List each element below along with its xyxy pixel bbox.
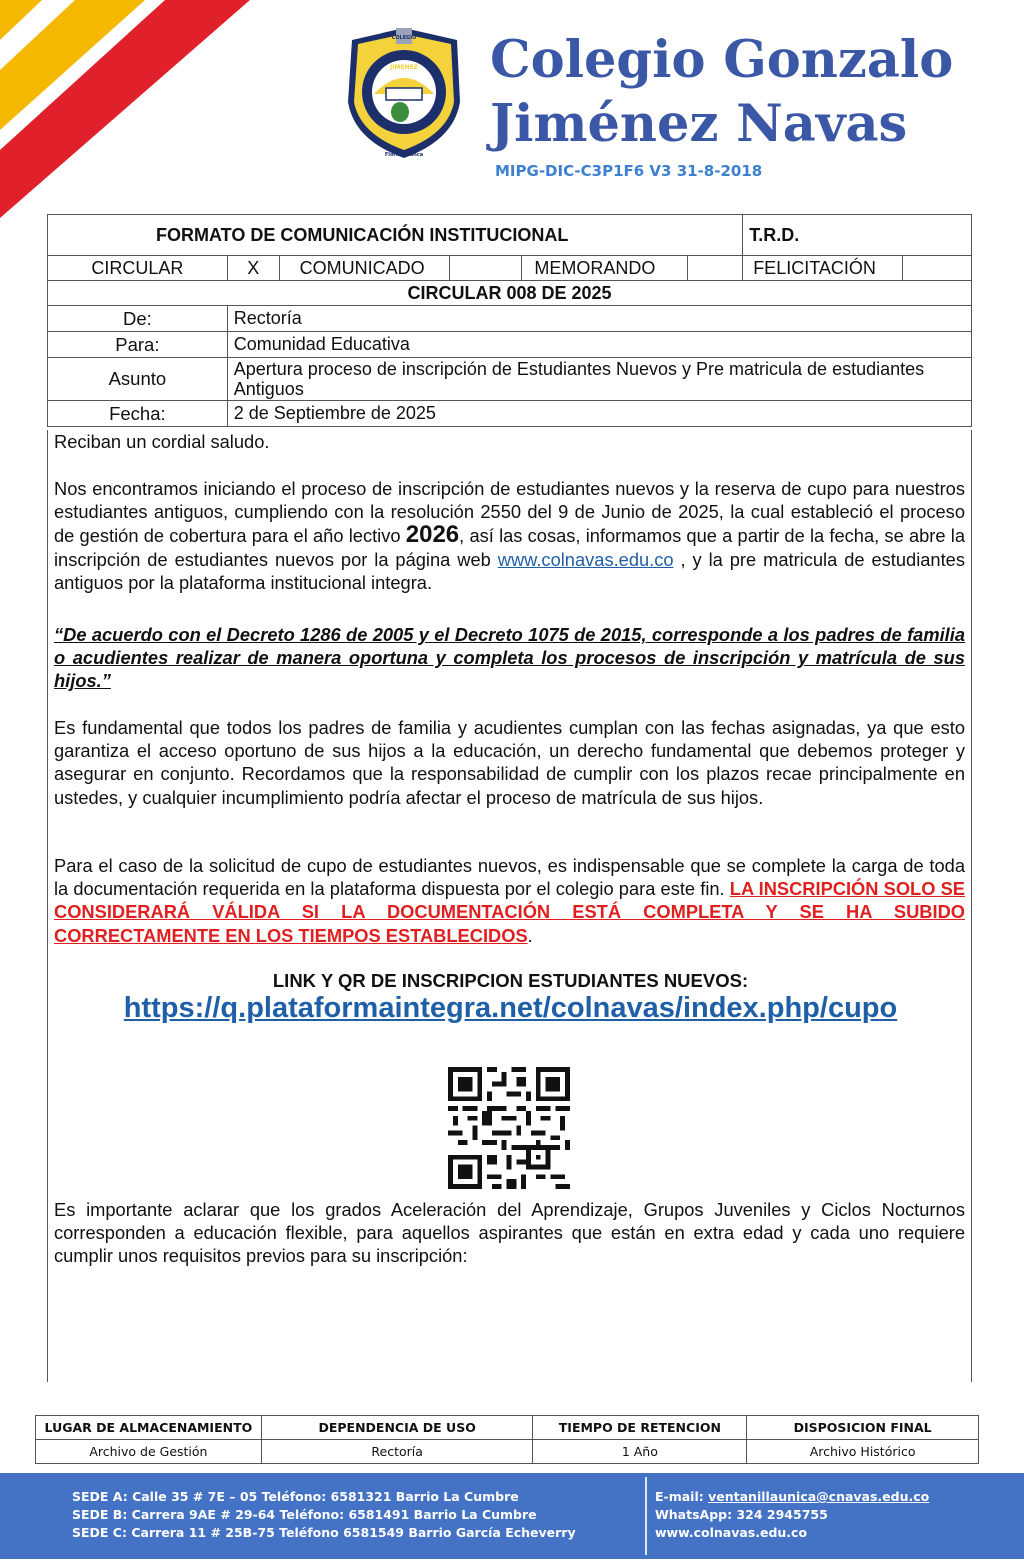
de-label: De: <box>48 306 228 332</box>
qr-code <box>448 1067 570 1189</box>
footer-whatsapp: WhatsApp: 324 2945755 <box>655 1507 828 1522</box>
fecha-value: 2 de Septiembre de 2025 <box>227 401 971 427</box>
decree-quote: “De acuerdo con el Decreto 1286 de 2005 y el Decreto 1075 de 2015, corresponde a los padres de familia o acudientes realizar de manera oportuna y completa los procesos de inscripción y matrícula de sus hijos.” <box>54 624 965 692</box>
fecha-label: Fecha: <box>48 401 228 427</box>
school-logo <box>342 22 467 162</box>
value-retention-time: 1 Año <box>533 1440 747 1464</box>
header-dependency: DEPENDENCIA DE USO <box>261 1416 533 1440</box>
value-final-disposition: Archivo Histórico <box>747 1440 979 1464</box>
type-circular: CIRCULAR <box>48 256 228 281</box>
paragraph-4: Es importante aclarar que los grados Aceleración del Aprendizaje, Grupos Juveniles y Ciclos Nocturnos corresponden a educación flexible, para aquellos aspirantes que están en extra edad y cada uno requiere cumplir unos requisitos previos para su inscripción: <box>54 1199 965 1267</box>
letter-body <box>47 430 972 1382</box>
email-label: E-mail: <box>655 1489 709 1504</box>
paragraph-2: Es fundamental que todos los padres de familia y acudientes cumplan con las fechas asignadas, ya que esto garantiza el acceso oportuno de sus hijos a la educación, un derecho fundamental que debemos proteger y asegurar en conjunto. Recordamos que la responsabilidad de cumplir con los plazos recae principalmente en ustedes, y cualquier incumplimiento podría afectar el proceso de matrícula de sus hijos. <box>54 717 965 808</box>
trd-label: T.R.D. <box>743 215 972 256</box>
sede-b: SEDE B: Carrera 9AE # 29-64 Teléfono: 6581491 Barrio La Cumbre <box>72 1507 537 1522</box>
footer-email-line <box>655 1488 929 1507</box>
asunto-value: Apertura proceso de inscripción de Estudiantes Nuevos y Pre matricula de estudiantes Antiguos <box>227 358 971 401</box>
validity-warning: LA INSCRIPCIÓN SOLO SE CONSIDERARÁ VÁLIDA SI LA DOCUMENTACIÓN ESTÁ COMPLETA Y SE HA SUBIDO CORRECTAMENTE EN LOS TIEMPOS ESTABLECIDOS <box>54 878 965 946</box>
website-link[interactable]: www.colnavas.edu.co <box>497 548 674 570</box>
corner-stripes <box>0 0 260 230</box>
memorando-mark <box>688 256 743 281</box>
paragraph-1-part-c: , y la pre matricula de estudiantes antiguos por la plataforma institucional integra. <box>54 548 965 593</box>
school-name-line2: Jiménez Navas <box>490 94 908 154</box>
retention-table <box>35 1415 979 1464</box>
paragraph-3-part-a: Para el caso de la solicitud de cupo de estudiantes nuevos, es indispensable que se complete la carga de toda la documentación requerida en la plataforma dispuesta por el colegio para este fin. <box>54 855 965 900</box>
link-title: LINK Y QR DE INSCRIPCION ESTUDIANTES NUEVOS: <box>272 970 749 991</box>
school-year: 2026 <box>405 521 460 549</box>
para-label: Para: <box>48 332 228 358</box>
asunto-label: Asunto <box>48 358 228 401</box>
registration-url[interactable]: https://q.plataformaintegra.net/colnavas/index.php/cupo <box>123 992 898 1024</box>
value-dependency: Rectoría <box>261 1440 533 1464</box>
paragraph-1 <box>54 477 965 594</box>
felicitacion-mark <box>903 256 972 281</box>
greeting: Reciban un cordial saludo. <box>54 431 270 452</box>
circular-mark: X <box>227 256 279 281</box>
footer-band <box>0 1473 1024 1559</box>
sede-a: SEDE A: Calle 35 # 7E – 05 Teléfono: 6581321 Barrio La Cumbre <box>72 1489 519 1504</box>
paragraph-1-part-b: , así las cosas, informamos que a partir de la fecha, se abre la inscripción de estudiantes nuevos por la página web <box>54 525 965 570</box>
type-memorando: MEMORANDO <box>522 256 688 281</box>
communication-header-table <box>47 214 972 427</box>
type-felicitacion: FELICITACIÓN <box>743 256 903 281</box>
value-storage-place: Archivo de Gestión <box>36 1440 262 1464</box>
document-code: MIPG-DIC-C3P1F6 V3 31-8-2018 <box>495 162 763 180</box>
de-value: Rectoría <box>227 306 971 332</box>
sede-c: SEDE C: Carrera 11 # 25B-75 Teléfono 6581549 Barrio García Echeverry <box>72 1525 576 1540</box>
comunicado-mark <box>449 256 522 281</box>
svg-text:COLEGIO: COLEGIO <box>391 35 417 41</box>
header-storage-place: LUGAR DE ALMACENAMIENTO <box>36 1416 262 1440</box>
header-final-disposition: DISPOSICION FINAL <box>747 1416 979 1440</box>
svg-text:Floridablanca: Floridablanca <box>384 152 424 158</box>
circular-number: CIRCULAR 008 DE 2025 <box>48 281 972 306</box>
paragraph-3 <box>54 854 965 947</box>
paragraph-3-end: . <box>527 924 533 946</box>
para-value: Comunidad Educativa <box>227 332 971 358</box>
form-title: FORMATO DE COMUNICACIÓN INSTITUCIONAL <box>48 215 743 256</box>
footer-web[interactable]: www.colnavas.edu.co <box>655 1525 808 1540</box>
school-name-line1: Colegio Gonzalo <box>490 30 954 90</box>
paragraph-1-part-a: Nos encontramos iniciando el proceso de inscripción de estudiantes nuevos y la reserva de cupo para nuestros estudiantes antiguos, cumpliendo con la resolución 2550 del 9 de Junio de 2025, la cual estableció el proceso de gestión de cobertura para el año lectivo <box>54 478 965 547</box>
header-retention-time: TIEMPO DE RETENCION <box>533 1416 747 1440</box>
type-comunicado: COMUNICADO <box>279 256 449 281</box>
email-link[interactable]: ventanillaunica@cnavas.edu.co <box>708 1489 930 1504</box>
footer-divider <box>645 1477 647 1555</box>
svg-text:JIMENEZ: JIMENEZ <box>389 64 419 71</box>
